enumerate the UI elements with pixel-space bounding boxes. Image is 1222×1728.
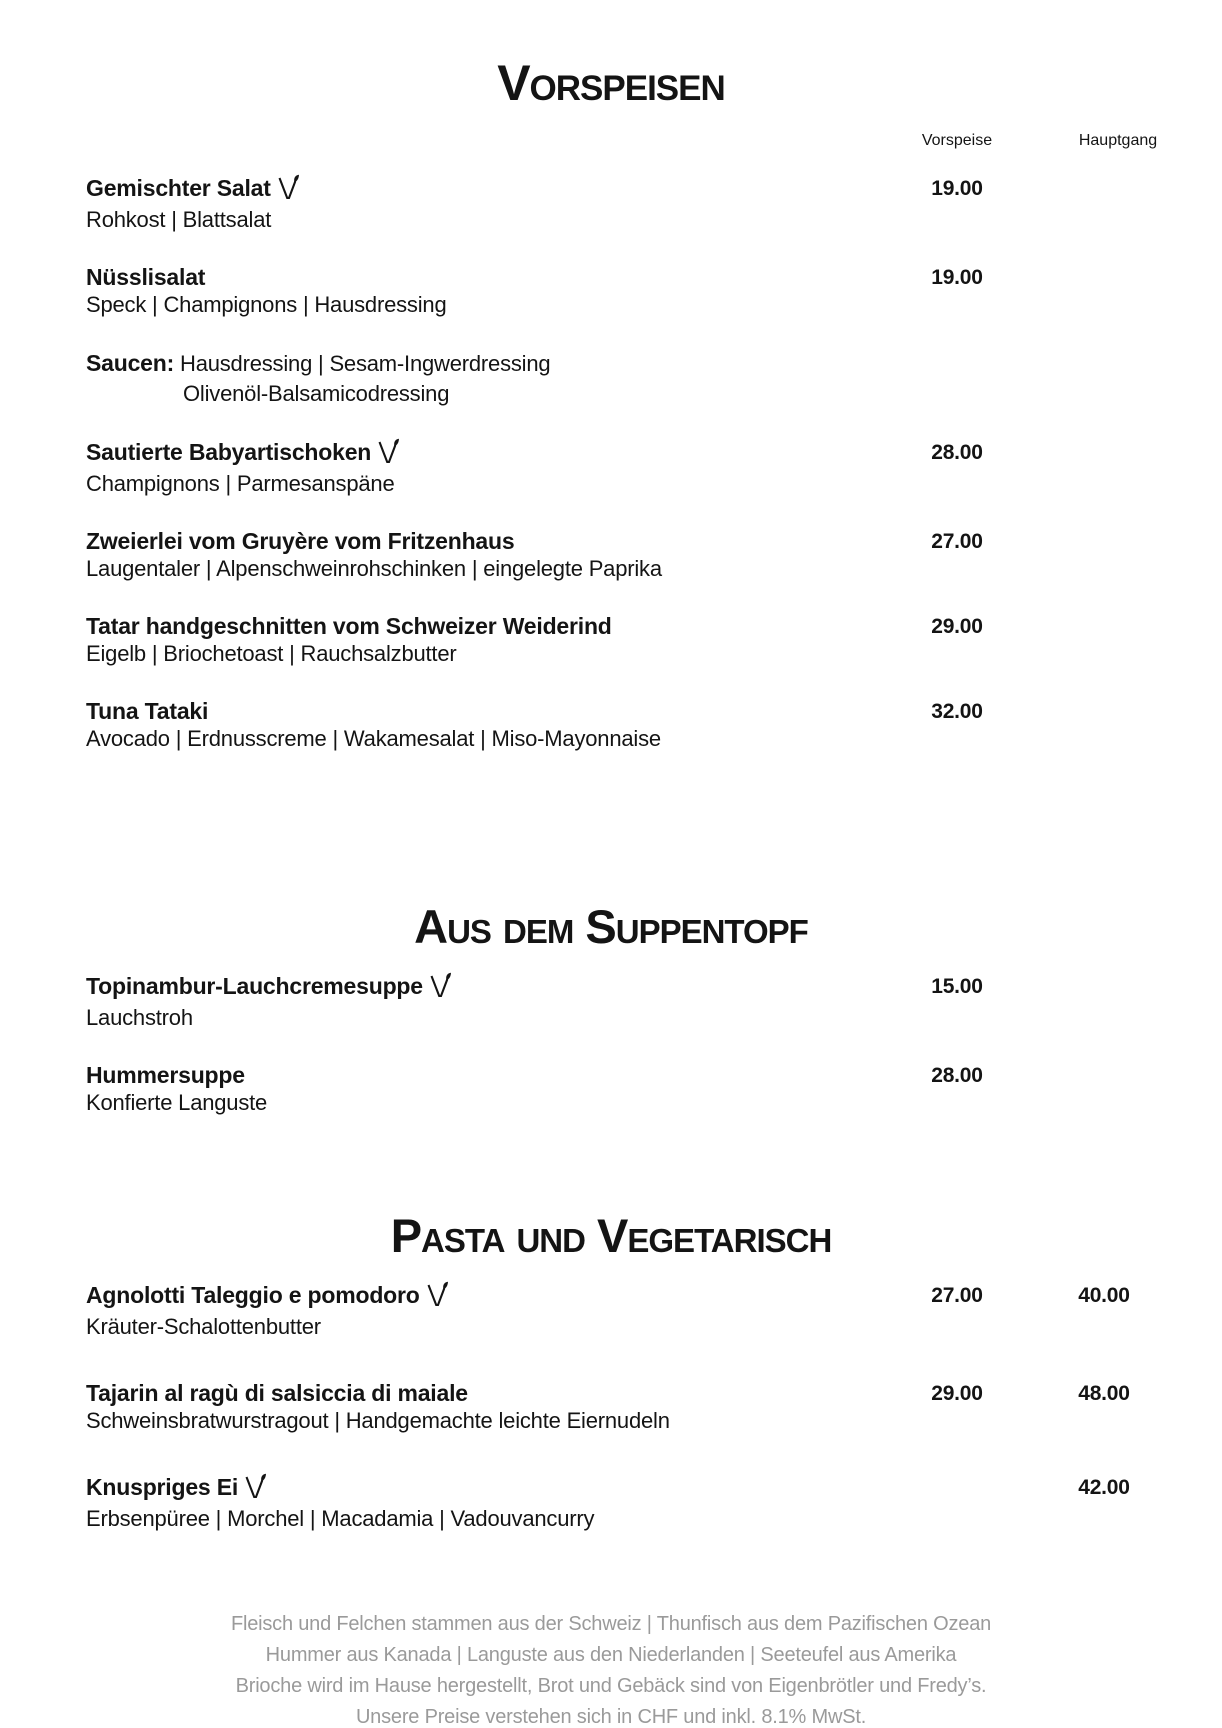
footer-line: Fleisch und Felchen stammen aus der Schweiz | Thunfisch aus dem Pazifischen Ozean: [230, 1613, 992, 1635]
dish-description: Lauchstroh: [86, 1005, 193, 1030]
menu-sections: [0, 55, 1222, 1533]
dish-description: Avocado | Erdnusscreme | Wakamesalat | Miso-Mayonnaise: [86, 726, 661, 751]
dish-name: Topinambur-Lauchcremesuppe: [86, 973, 423, 999]
footer-line: Unsere Preise verstehen sich in CHF und inkl. 8.1% MwSt.: [355, 1706, 867, 1728]
dish-name: Zweierlei vom Gruyère vom Fritzenhaus: [86, 528, 515, 554]
section-items: [0, 972, 1222, 1117]
price-hauptgang: 40.00: [1078, 1284, 1130, 1307]
menu-section: [0, 900, 1222, 1117]
note-label: Saucen:: [86, 350, 175, 376]
menu-item-row: [0, 1281, 1222, 1341]
section-title: Pasta und Vegetarisch: [390, 1209, 832, 1262]
dish-description: Champignons | Parmesanspäne: [86, 471, 395, 496]
menu-item-row: [0, 1061, 1222, 1117]
price-hauptgang: 48.00: [1078, 1382, 1130, 1405]
dish-name: Agnolotti Taleggio e pomodoro: [86, 1282, 420, 1308]
price-hauptgang: 42.00: [1078, 1476, 1130, 1499]
dish-name: Tajarin al ragù di salsiccia di maiale: [86, 1380, 468, 1406]
price-vorspeise: 27.00: [931, 530, 983, 553]
dish-name: Gemischter Salat: [86, 175, 271, 201]
price-vorspeise: 27.00: [931, 1284, 983, 1307]
menu-footer: [0, 1609, 1222, 1728]
menu-item-row: [0, 1473, 1222, 1533]
dish-name: Knuspriges Ei: [86, 1474, 239, 1500]
menu-item-row: [0, 972, 1222, 1032]
sauces-note: [0, 348, 1222, 409]
vegetarian-icon: [277, 174, 299, 206]
menu-item-row: [0, 697, 1222, 753]
price-columns-header: [0, 132, 1222, 150]
price-vorspeise: 29.00: [931, 615, 983, 638]
section-title: Vorspeisen: [497, 55, 725, 111]
dish-description: Laugentaler | Alpenschweinrohschinken | eingelegte Paprika: [86, 556, 662, 581]
note-line-1: Hausdressing | Sesam-Ingwerdressing: [180, 351, 551, 376]
note-line-2: Olivenöl-Balsamicodressing: [183, 381, 450, 406]
price-vorspeise: 29.00: [931, 1382, 983, 1405]
menu-item-row: [0, 174, 1222, 234]
price-vorspeise: 28.00: [931, 441, 983, 464]
section-items: [0, 1281, 1222, 1533]
vegetarian-icon: [426, 1281, 448, 1313]
section-items: [0, 174, 1222, 753]
menu-item-row: [0, 527, 1222, 583]
dish-name: Tatar handgeschnitten vom Schweizer Weiderind: [86, 613, 612, 639]
menu-item-row: [0, 263, 1222, 319]
section-title: Aus dem Suppentopf: [414, 900, 808, 953]
dish-description: Rohkost | Blattsalat: [86, 207, 272, 232]
column-label-vorspeise: Vorspeise: [921, 132, 993, 149]
price-vorspeise: 28.00: [931, 1064, 983, 1087]
dish-name: Hummersuppe: [86, 1062, 245, 1088]
dish-description: Erbsenpüree | Morchel | Macadamia | Vadouvancurry: [86, 1506, 595, 1531]
menu-item-row: [0, 1379, 1222, 1435]
vegetarian-icon: [377, 438, 399, 470]
dish-name: Nüsslisalat: [86, 264, 206, 290]
dish-description: Kräuter-Schalottenbutter: [86, 1314, 321, 1339]
dish-name: Tuna Tataki: [86, 698, 209, 724]
menu-item-row: [0, 612, 1222, 668]
footer-line: Hummer aus Kanada | Languste aus den Niederlanden | Seeteufel aus Amerika: [265, 1644, 957, 1666]
price-vorspeise: 32.00: [931, 700, 983, 723]
price-vorspeise: 15.00: [931, 975, 983, 998]
menu-section: [0, 1209, 1222, 1533]
price-vorspeise: 19.00: [931, 177, 983, 200]
dish-name: Sautierte Babyartischoken: [86, 439, 372, 465]
menu-section: [0, 55, 1222, 753]
dish-description: Eigelb | Briochetoast | Rauchsalzbutter: [86, 641, 457, 666]
column-label-hauptgang: Hauptgang: [1078, 132, 1158, 149]
vegetarian-icon: [244, 1473, 266, 1505]
vegetarian-icon: [429, 972, 451, 1004]
menu-item-row: [0, 438, 1222, 498]
footer-line: Brioche wird im Hause hergestellt, Brot und Gebäck sind von Eigenbrötler und Fredy’s.: [235, 1675, 987, 1697]
dish-description: Schweinsbratwurstragout | Handgemachte leichte Eiernudeln: [86, 1408, 670, 1433]
price-vorspeise: 19.00: [931, 266, 983, 289]
dish-description: Konfierte Languste: [86, 1090, 268, 1115]
dish-description: Speck | Champignons | Hausdressing: [86, 292, 447, 317]
